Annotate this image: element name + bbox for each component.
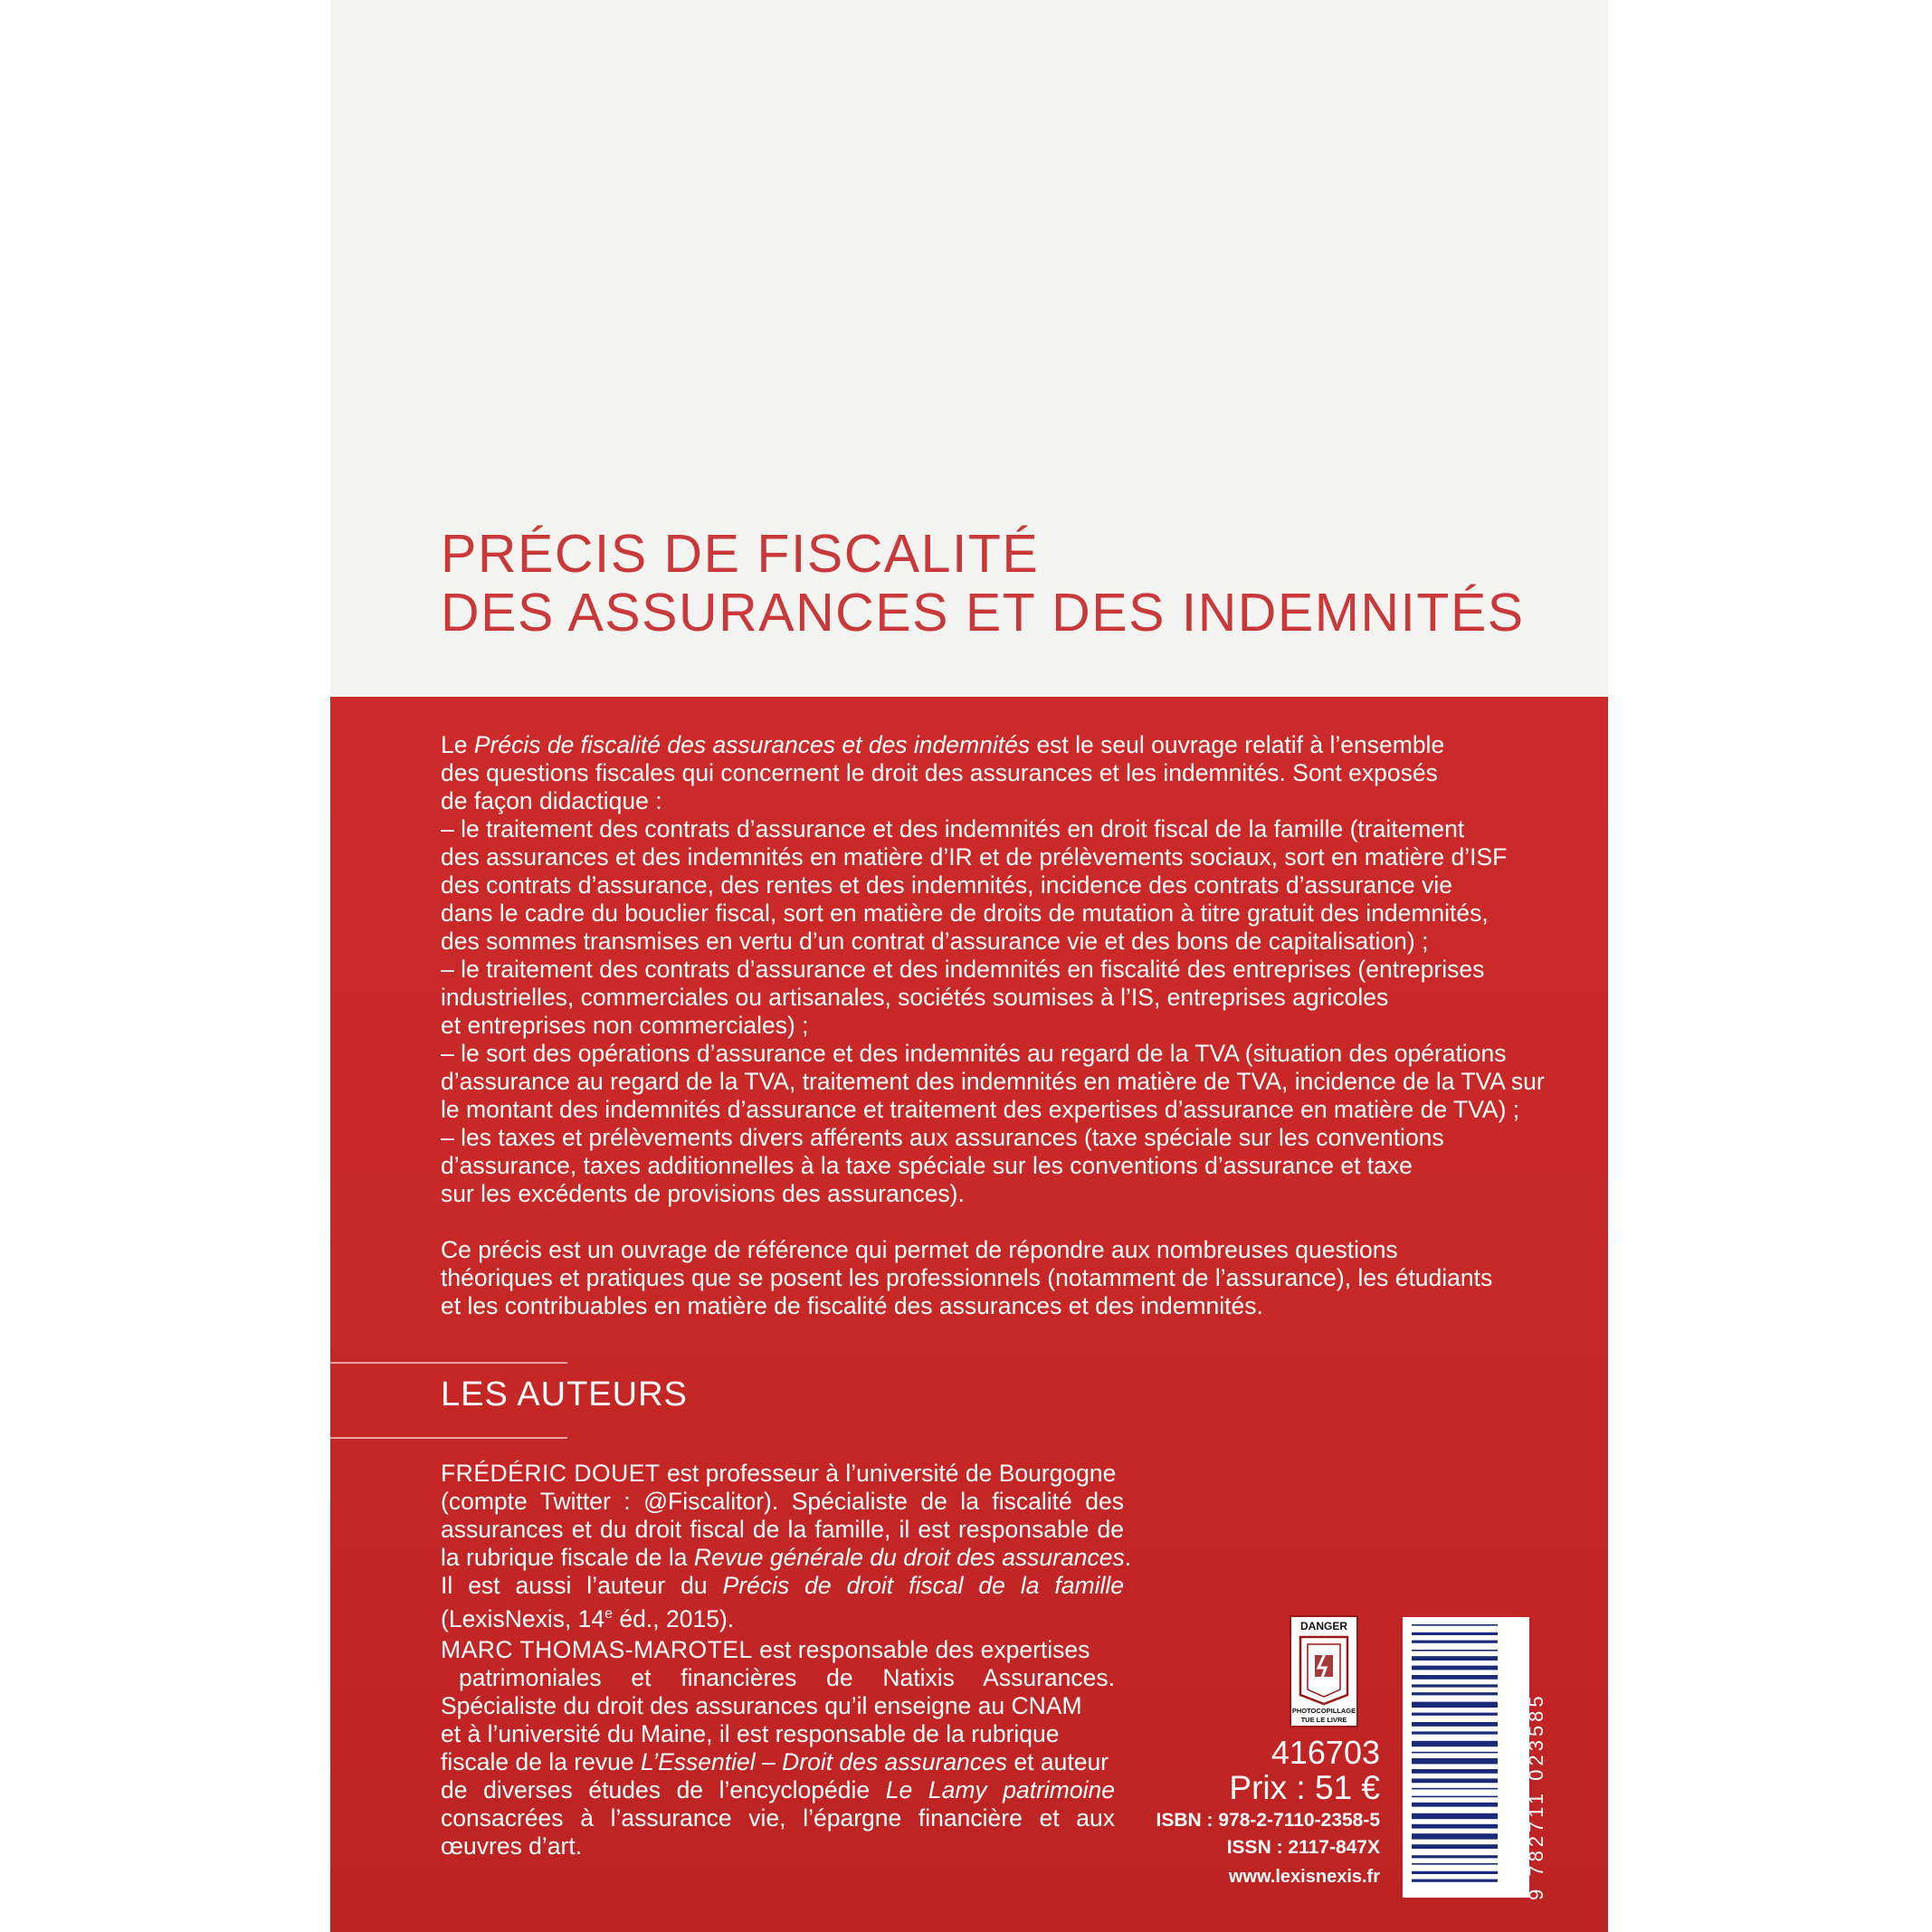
barcode-bar	[1412, 1692, 1498, 1695]
barcode-bar	[1412, 1863, 1498, 1865]
description-line: dans le cadre du bouclier fiscal, sort en matière de droits de mutation à titre gratuit des indemnités,	[441, 899, 1489, 927]
barcode-bar	[1412, 1666, 1498, 1670]
barcode-bar	[1412, 1788, 1498, 1790]
description-line: – les taxes et prélèvements divers afférents aux assurances (taxe spéciale sur les conventions	[441, 1124, 1444, 1151]
danger-bottom-text-1: PHOTOCOPILLAGE	[1291, 1707, 1356, 1715]
paragraph-gap	[441, 1208, 1490, 1236]
description-text: Le	[441, 731, 474, 758]
bio-text: éd., 2015).	[613, 1604, 735, 1632]
barcode-bar	[1412, 1796, 1498, 1798]
barcode	[1403, 1617, 1529, 1898]
barcode-bar	[1412, 1722, 1498, 1727]
bio-text: consacrées à l’assurance vie, l’épargne financière et aux	[441, 1804, 1115, 1832]
barcode-bar	[1412, 1855, 1498, 1858]
bio-text: la rubrique fiscale de la	[441, 1544, 694, 1571]
superscript: e	[604, 1606, 614, 1622]
publisher-code: 416703	[1271, 1734, 1380, 1771]
barcode-bar	[1412, 1833, 1498, 1839]
description-line: et entreprises non commerciales) ;	[441, 1012, 809, 1039]
description-line: – le sort des opérations d’assurance et des indemnités au regard de la TVA (situation des opérations	[441, 1040, 1507, 1067]
barcode-bar	[1412, 1632, 1498, 1635]
description-line: et les contribuables en matière de fiscalité des assurances et des indemnités.	[441, 1292, 1263, 1319]
book-reference: Précis de droit fiscal de la famille	[722, 1572, 1124, 1599]
author-bio-douet	[441, 1460, 1132, 1633]
description-line	[441, 731, 1490, 759]
description-line: sur les excédents de provisions des assurances).	[441, 1180, 965, 1207]
danger-bottom-text-2: TUE LE LIVRE	[1300, 1716, 1347, 1724]
journal-title: L’Essentiel – Droit des assurances	[640, 1748, 1008, 1775]
description-line: des contrats d’assurance, des rentes et des indemnités, incidence des contrats d’assurance vie	[441, 871, 1453, 899]
journal-title: Revue générale du droit des assurances	[693, 1544, 1125, 1571]
description-line: de façon didactique :	[441, 787, 662, 814]
website-link[interactable]: www.lexisnexis.fr	[1228, 1867, 1380, 1887]
barcode-bar	[1412, 1684, 1498, 1687]
barcode-bar	[1412, 1871, 1498, 1874]
divider-bottom	[330, 1437, 567, 1439]
description-line: des questions fiscales qui concernent le droit des assurances et les indemnités. Sont exposés	[441, 759, 1438, 786]
barcode-bar	[1412, 1752, 1498, 1754]
book-description	[441, 731, 1545, 1320]
danger-text: DANGER	[1299, 1620, 1348, 1632]
price: Prix : 51 €	[1229, 1769, 1380, 1806]
barcode-bar	[1412, 1624, 1498, 1626]
photocopy-danger-logo	[1290, 1615, 1358, 1727]
bio-text: patrimoniales et financières de Natixis Assurances.	[459, 1664, 1115, 1691]
barcode-bar	[1412, 1824, 1498, 1829]
bio-text: (compte Twitter : @Fiscalitor). Spécialiste de la fiscalité des	[441, 1488, 1124, 1515]
description-line: des sommes transmises en vertu d’un contrat d’assurance vie et des bons de capitalisation) ;	[441, 928, 1429, 955]
isbn: ISBN : 978-2-7110-2358-5	[1156, 1810, 1380, 1831]
description-line: des assurances et des indemnités en matière d’IR et de prélèvements sociaux, sort en matière d’ISF	[441, 843, 1508, 871]
description-line: d’assurance au regard de la TVA, traitement des indemnités en matière de TVA, incidence de la TVA sur	[441, 1068, 1545, 1095]
description-line: Ce précis est un ouvrage de référence qui permet de répondre aux nombreuses questions	[441, 1236, 1398, 1263]
divider-top	[330, 1362, 567, 1364]
bio-text: (LexisNexis, 14	[441, 1604, 605, 1632]
bio-text: Spécialiste du droit des assurances qu’il enseigne au CNAM	[441, 1692, 1082, 1719]
title-line-2: DES ASSURANCES ET DES INDEMNITÉS	[441, 583, 1525, 642]
barcode-bar	[1412, 1650, 1498, 1651]
author-name: MARC THOMAS-MAROTEL	[441, 1636, 753, 1663]
barcode-bar	[1412, 1741, 1498, 1746]
book-title	[441, 525, 1581, 642]
bio-text: de diverses études de l’encyclopédie	[441, 1776, 886, 1804]
bio-text: est responsable des expertises	[752, 1636, 1090, 1663]
bio-text: fiscale de la revue	[441, 1748, 641, 1775]
book-title-italic: Précis de fiscalité des assurances et des indemnités	[473, 731, 1031, 758]
author-name: FRÉDÉRIC DOUET	[441, 1460, 661, 1487]
bio-text: œuvres d’art.	[441, 1832, 583, 1860]
description-line: d’assurance, taxes additionnelles à la taxe spéciale sur les conventions d’assurance et taxe	[441, 1152, 1413, 1179]
description-text: est le seul ouvrage relatif à l’ensemble	[1030, 731, 1445, 758]
barcode-digits: 9 782711 023585	[1525, 1692, 1547, 1900]
description-line: théoriques et pratiques que se posent les professionnels (notamment de l’assurance), les étudiants	[441, 1264, 1493, 1291]
bio-text: est professeur à l’université de Bourgogne	[660, 1460, 1117, 1487]
barcode-bar	[1412, 1803, 1498, 1807]
book-back-cover	[330, 0, 1608, 1932]
barcode-bar	[1412, 1813, 1498, 1819]
encyclopedia-title: Le Lamy patrimoine	[885, 1776, 1115, 1804]
description-line: industrielles, commerciales ou artisanales, sociétés soumises à l’IS, entreprises agricoles	[441, 984, 1389, 1011]
barcode-bar	[1412, 1702, 1498, 1708]
barcode-bar	[1412, 1713, 1498, 1716]
barcode-bar	[1412, 1758, 1498, 1764]
description-line: – le traitement des contrats d’assurance et des indemnités en fiscalité des entreprises (entreprises	[441, 956, 1485, 983]
barcode-bar	[1412, 1641, 1498, 1643]
title-line-1: PRÉCIS DE FISCALITÉ	[441, 524, 1040, 584]
bio-text: .	[1124, 1544, 1132, 1571]
barcode-bar	[1412, 1769, 1498, 1774]
bio-text: assurances et du droit fiscal de la famille, il est responsable de	[441, 1516, 1124, 1543]
bio-text: Il est aussi l’auteur du	[441, 1572, 723, 1599]
author-bio-thomas-marotel	[441, 1636, 1115, 1861]
barcode-bar	[1412, 1656, 1498, 1661]
barcode-bar	[1412, 1731, 1498, 1734]
issn: ISSN : 2117-847X	[1226, 1837, 1380, 1858]
barcode-bar	[1412, 1675, 1498, 1680]
danger-icon	[1291, 1617, 1356, 1726]
barcode-bar	[1412, 1844, 1498, 1849]
bio-text: et à l’université du Maine, il est responsable de la rubrique	[441, 1720, 1060, 1747]
description-line: – le traitement des contrats d’assurance et des indemnités en droit fiscal de la famille (traitement	[441, 815, 1465, 842]
barcode-bar	[1412, 1778, 1498, 1783]
bio-text: et auteur	[1007, 1748, 1109, 1775]
description-line: le montant des indemnités d’assurance et traitement des expertises d’assurance en matière de TVA) ;	[441, 1096, 1520, 1123]
barcode-bars	[1403, 1617, 1529, 1898]
authors-heading: LES AUTEURS	[441, 1375, 688, 1413]
barcode-bar	[1412, 1880, 1498, 1882]
